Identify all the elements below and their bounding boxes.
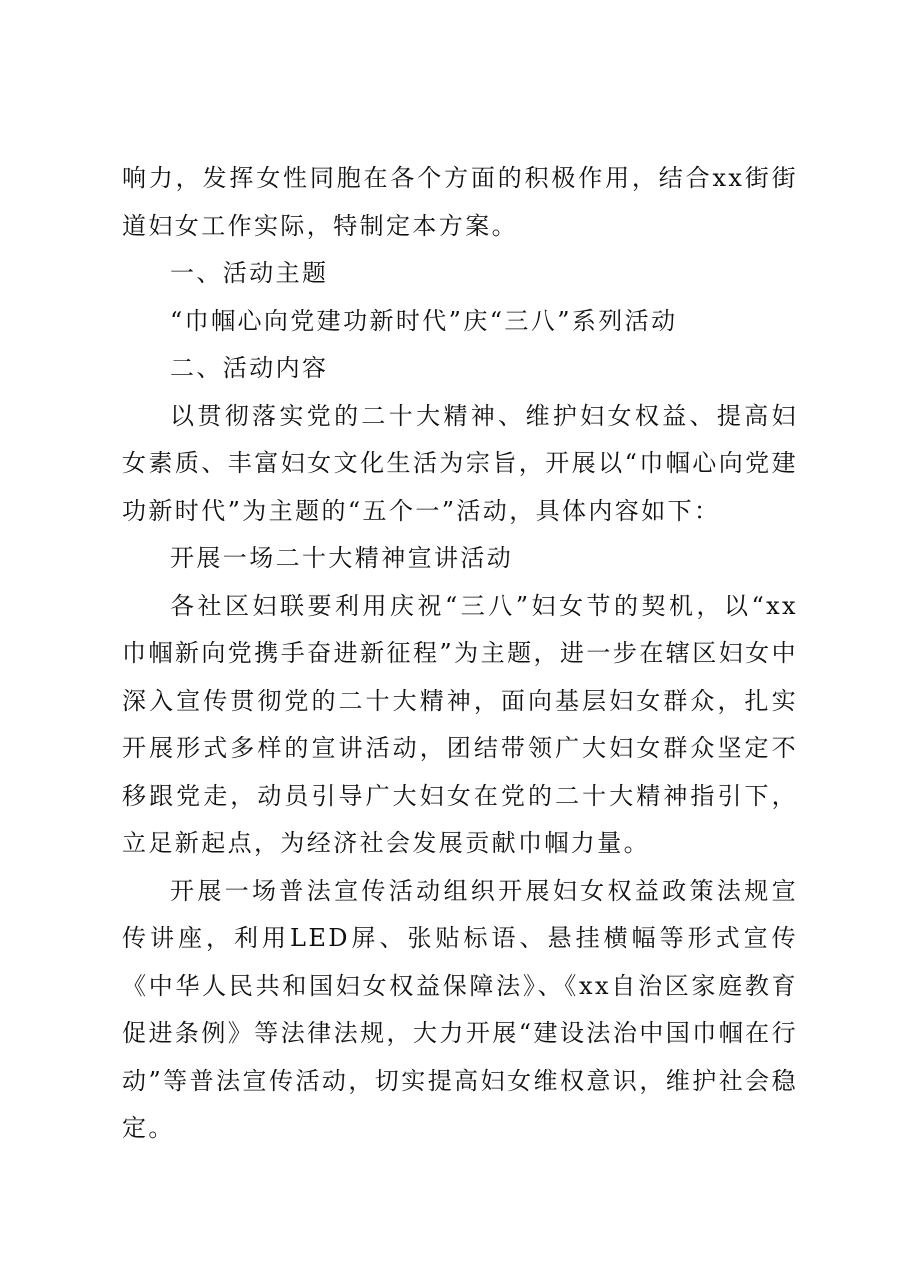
paragraph-legal-publicity: 开展一场普法宣传活动组织开展妇女权益政策法规宣传讲座，利用LED屏、张贴标语、悬挂横幅等形式宣传《中华人民共和国妇女权益保障法》、《xx自治区家庭教育促进条例》等法律法规，大力开展“建设法治中国巾帼在行动”等普法宣传活动，切实提高妇女维权意识，维护社会稳定。: [122, 876, 798, 1142]
paragraph-continuation: 响力，发挥女性同胞在各个方面的积极作用，结合xx街街道妇女工作实际，特制定本方案。: [122, 164, 798, 240]
section-heading-activity-theme: 一、活动主题: [170, 259, 329, 287]
subheading-lecture-activity: 开展一场二十大精神宣讲活动: [170, 544, 514, 572]
paragraph-activity-purpose: 以贯彻落实党的二十大精神、维护妇女权益、提高妇女素质、丰富妇女文化生活为宗旨，开展以“巾帼心向党建功新时代”为主题的“五个一”活动，具体内容如下：: [122, 401, 798, 525]
document-body: [122, 155, 798, 1153]
paragraph-lecture-details: 各社区妇联要利用庆祝“三八”妇女节的契机，以“xx巾帼新向党携手奋进新征程”为主题，进一步在辖区妇女中深入宣传贯彻党的二十大精神，面向基层妇女群众，扎实开展形式多样的宣讲活动，团结带领广大妇女群众坚定不移跟党走，动员引导广大妇女在党的二十大精神指引下，立足新起点，为经济社会发展贡献巾帼力量。: [122, 591, 798, 857]
activity-theme-title: “巾帼心向党建功新时代”庆“三八”系列活动: [170, 306, 678, 335]
section-heading-activity-content: 二、活动内容: [170, 354, 329, 382]
